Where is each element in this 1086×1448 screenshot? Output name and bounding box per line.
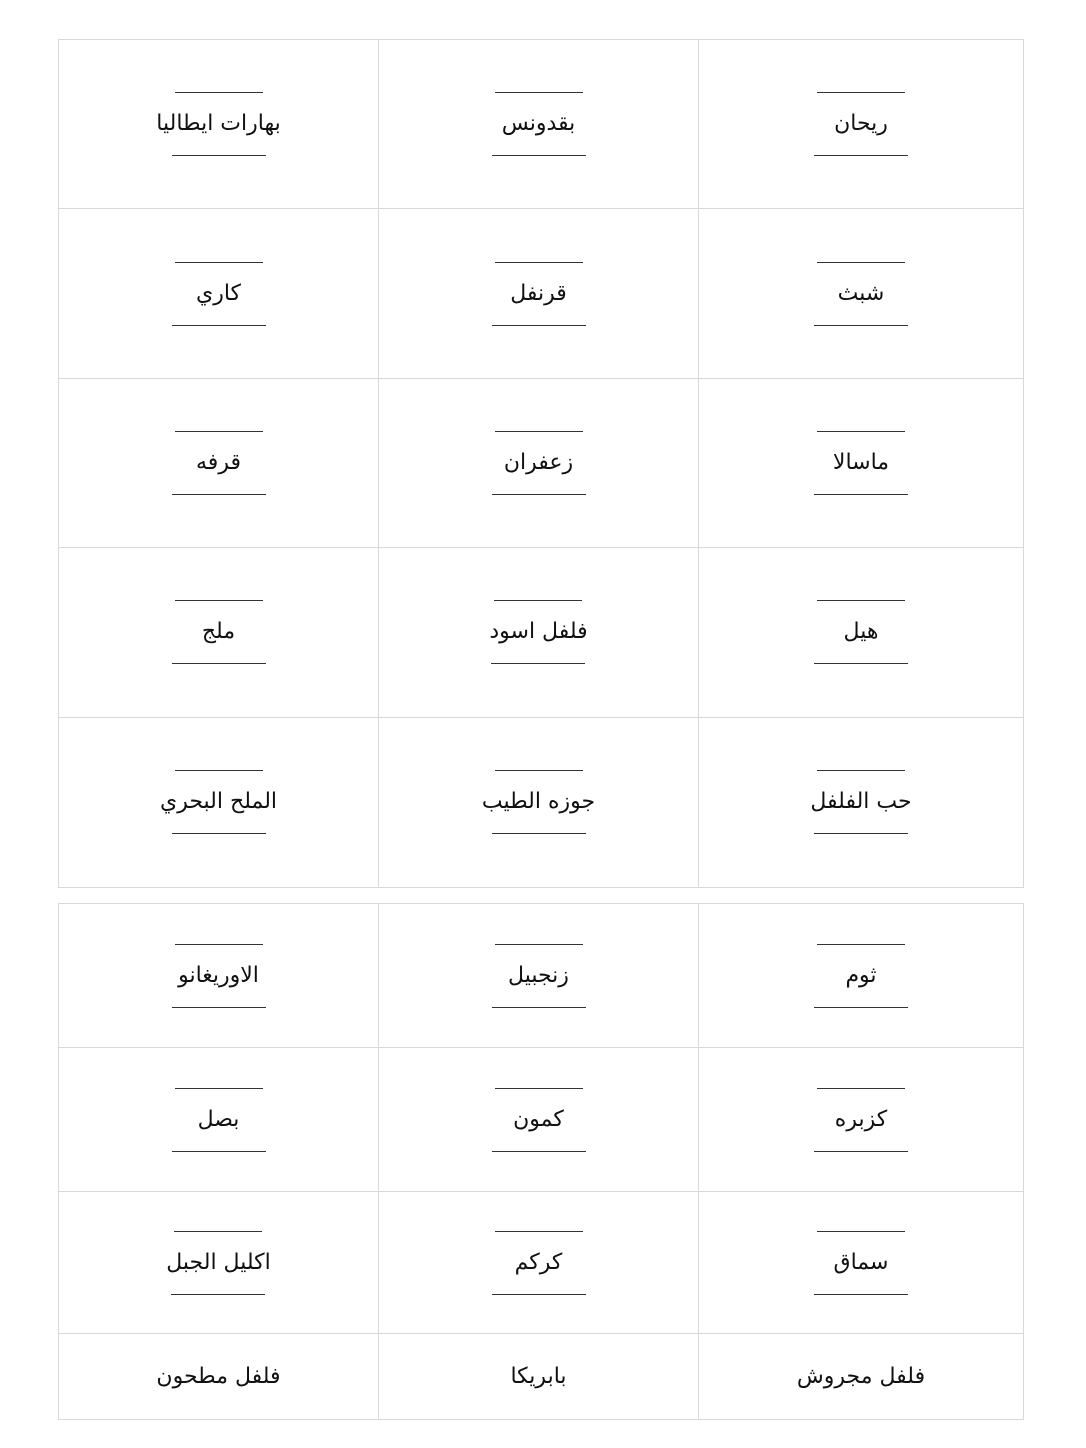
card-cell xyxy=(699,40,1023,209)
top-line xyxy=(175,431,263,432)
top-line xyxy=(817,262,905,263)
bottom-line xyxy=(172,663,266,664)
top-line xyxy=(495,1231,583,1232)
card-cell xyxy=(379,548,699,717)
card-cell xyxy=(699,1334,1023,1419)
spice-label: فلفل مطحون xyxy=(156,1363,281,1389)
card-cell xyxy=(379,209,699,378)
bottom-line xyxy=(814,155,908,156)
spice-label: فلفل اسود xyxy=(489,619,588,645)
bottom-line xyxy=(492,325,586,326)
card-cell xyxy=(699,548,1023,717)
card-cell xyxy=(379,1192,699,1334)
spice-label: قرنفل xyxy=(510,280,567,306)
card-cell xyxy=(699,1192,1023,1334)
bottom-line xyxy=(171,1294,265,1295)
bottom-line xyxy=(814,833,908,834)
spice-label: كزبره xyxy=(834,1106,888,1132)
bottom-line xyxy=(814,663,908,664)
card-cell xyxy=(59,904,379,1048)
card-cell xyxy=(59,1048,379,1192)
spice-label: سماق xyxy=(833,1249,889,1275)
spice-label: جوزه الطيب xyxy=(481,789,596,815)
card-cell xyxy=(699,379,1023,548)
bottom-line xyxy=(491,663,585,664)
bottom-line xyxy=(172,325,266,326)
card-cell xyxy=(699,718,1023,887)
card-cell xyxy=(59,1334,379,1419)
spice-label: ملج xyxy=(201,619,236,645)
top-line xyxy=(817,431,905,432)
card-cell xyxy=(379,40,699,209)
top-line xyxy=(175,600,263,601)
top-line xyxy=(817,770,905,771)
card-cell xyxy=(59,209,379,378)
top-line xyxy=(175,262,263,263)
card-cell xyxy=(379,904,699,1048)
spice-cards-grid-bottom xyxy=(58,903,1024,1420)
top-line xyxy=(817,944,905,945)
top-line xyxy=(817,92,905,93)
card-cell xyxy=(379,718,699,887)
bottom-line xyxy=(814,494,908,495)
spice-label: الملح البحري xyxy=(159,789,278,815)
spice-label: كاري xyxy=(195,280,242,306)
card-cell xyxy=(379,1334,699,1419)
card-cell xyxy=(379,1048,699,1192)
top-line xyxy=(175,92,263,93)
bottom-line xyxy=(492,1294,586,1295)
card-cell xyxy=(699,1048,1023,1192)
top-line xyxy=(175,1088,263,1089)
spice-label: كمون xyxy=(513,1106,564,1132)
spice-label: زنجبيل xyxy=(508,962,569,988)
card-cell xyxy=(379,379,699,548)
card-cell xyxy=(59,548,379,717)
bottom-line xyxy=(814,325,908,326)
spice-label: هيل xyxy=(843,619,879,645)
spice-label: الاوريغانو xyxy=(178,962,259,988)
bottom-line xyxy=(492,494,586,495)
spice-label: شبث xyxy=(837,280,885,306)
bottom-line xyxy=(814,1151,908,1152)
bottom-line xyxy=(492,1007,586,1008)
top-line xyxy=(495,92,583,93)
top-line xyxy=(494,600,582,601)
spice-label: بابريكا xyxy=(510,1363,567,1389)
top-line xyxy=(175,944,263,945)
spice-label: بصل xyxy=(197,1106,240,1132)
spice-label: بقدونس xyxy=(501,111,576,137)
card-cell xyxy=(699,209,1023,378)
spice-label: كركم xyxy=(514,1249,563,1275)
top-line xyxy=(495,1088,583,1089)
bottom-line xyxy=(172,833,266,834)
bottom-line xyxy=(172,494,266,495)
bottom-line xyxy=(492,833,586,834)
bottom-line xyxy=(814,1007,908,1008)
top-line xyxy=(175,770,263,771)
top-line xyxy=(495,431,583,432)
bottom-line xyxy=(172,1151,266,1152)
top-line xyxy=(817,1088,905,1089)
card-cell xyxy=(699,904,1023,1048)
top-line xyxy=(817,1231,905,1232)
spice-label: ماسالا xyxy=(832,449,890,475)
bottom-line xyxy=(172,155,266,156)
top-line xyxy=(817,600,905,601)
spice-label: اكليل الجبل xyxy=(166,1249,271,1275)
bottom-line xyxy=(492,155,586,156)
top-line xyxy=(495,262,583,263)
card-cell xyxy=(59,40,379,209)
spice-cards-grid-top xyxy=(58,39,1024,888)
top-line xyxy=(174,1231,262,1232)
spice-label: فلفل مجروش xyxy=(796,1363,926,1389)
bottom-line xyxy=(172,1007,266,1008)
spice-label: حب الفلفل xyxy=(810,789,912,815)
spice-label: ريحان xyxy=(834,111,888,137)
card-cell xyxy=(59,718,379,887)
top-line xyxy=(495,944,583,945)
bottom-line xyxy=(492,1151,586,1152)
spice-label: قرفه xyxy=(196,449,241,475)
spice-label: زعفران xyxy=(503,449,574,475)
top-line xyxy=(495,770,583,771)
card-cell xyxy=(59,379,379,548)
card-cell xyxy=(59,1192,379,1334)
spice-label: ثوم xyxy=(845,962,877,988)
spice-label: بهارات ايطاليا xyxy=(156,111,281,137)
bottom-line xyxy=(814,1294,908,1295)
